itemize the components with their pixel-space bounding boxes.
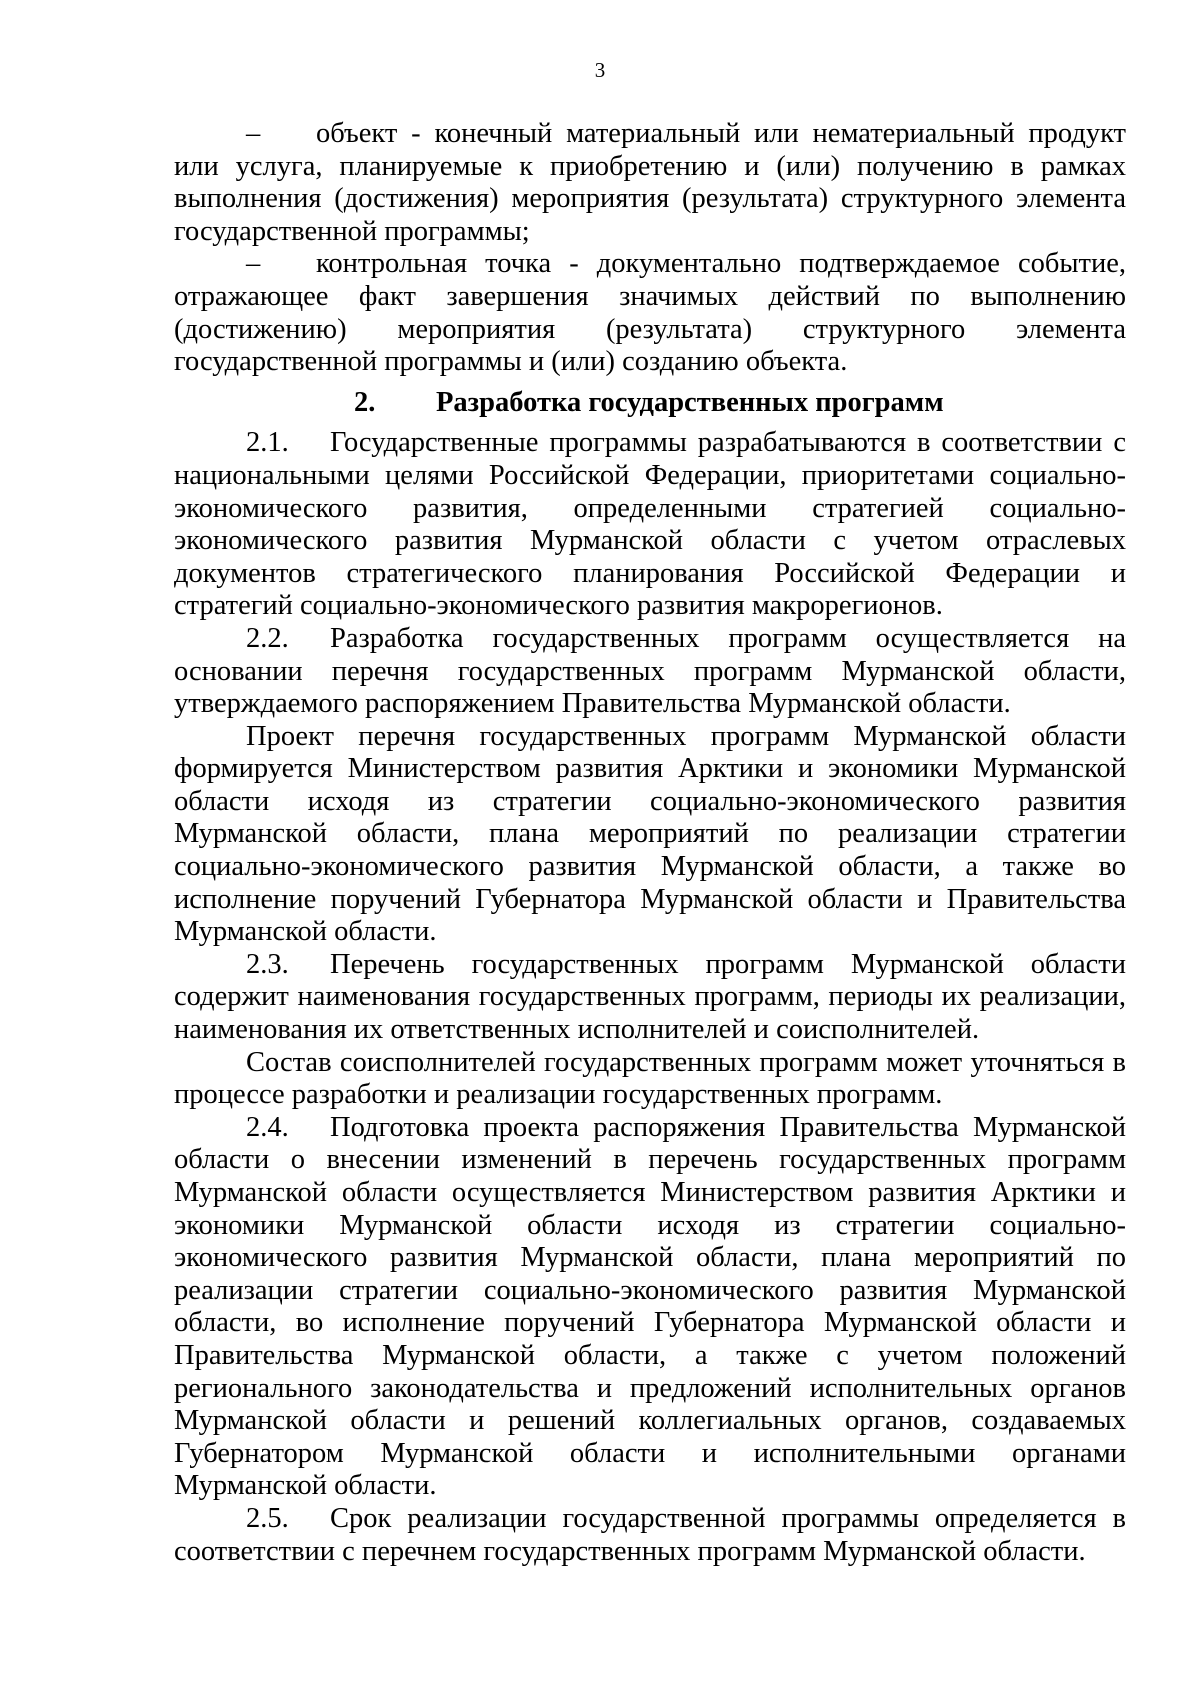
document-body bbox=[174, 118, 1126, 1568]
section-heading bbox=[174, 387, 1126, 420]
paragraph-2-4 bbox=[174, 1112, 1126, 1503]
paragraph-2-2 bbox=[174, 623, 1126, 721]
dash-marker: – bbox=[246, 118, 261, 149]
paragraph-text: Проект перечня государственных программ Мурманской области формируется Министерством развития Арктики и экономики Мурманской области исходя из стратегии социально-экономического развития Мурманской области, плана мероприятий по реализации стратегии социально-экономического развития Мурманской области, а также во исполнение поручений Губернатора Мурманской области и Правительства Мурманской области. bbox=[174, 720, 1126, 948]
page-number: 3 bbox=[594, 58, 606, 82]
paragraph-2-3-continued bbox=[174, 1047, 1126, 1112]
clause-number: 2.5. bbox=[246, 1502, 289, 1534]
clause-number: 2.3. bbox=[246, 948, 289, 980]
definition-item-object bbox=[174, 118, 1126, 248]
section-number: 2. bbox=[354, 386, 376, 418]
definition-item-control-point bbox=[174, 248, 1126, 378]
clause-number: 2.1. bbox=[246, 427, 289, 459]
paragraph-2-2-continued bbox=[174, 721, 1126, 949]
paragraph-text: Перечень государственных программ Мурманской области содержит наименования государственных программ, периоды их реализации, наименования их ответственных исполнителей и соисполнителей. bbox=[174, 948, 1126, 1046]
paragraph-text: Подготовка проекта распоряжения Правительства Мурманской области о внесении изменений в перечень государственных программ Мурманской области осуществляется Министерством развития Арктики и экономики Мурманской области исходя из стратегии социально-экономического развития Мурманской области, плана мероприятий по реализации стратегии социально-экономического развития Мурманской области, во исполнение поручений Губернатора Мурманской области и Правительства Мурманской области, а также с учетом положений регионального законодательства и предложений исполнительных органов Мурманской области и решений коллегиальных органов, создаваемых Губернатором Мурманской области и исполнительными органами Мурманской области. bbox=[174, 1111, 1126, 1502]
section-title: Разработка государственных программ bbox=[436, 386, 944, 418]
paragraph-2-5 bbox=[174, 1503, 1126, 1568]
dash-marker: – bbox=[246, 248, 261, 280]
paragraph-2-3 bbox=[174, 949, 1126, 1047]
paragraph-2-1 bbox=[174, 427, 1126, 623]
clause-number: 2.4. bbox=[246, 1111, 289, 1143]
paragraph-text: Состав соисполнителей государственных программ может уточняться в процессе разработки и реализации государственных программ. bbox=[174, 1046, 1126, 1111]
definition-text: контрольная точка - документально подтверждаемое событие, отражающее факт завершения значимых действий по выполнению (достижению) мероприятия (результата) структурного элемента государственной программы и (или) созданию объекта. bbox=[174, 248, 1126, 378]
clause-number: 2.2. bbox=[246, 622, 289, 654]
paragraph-text: Срок реализации государственной программы определяется в соответствии с перечнем государственных программ Мурманской области. bbox=[174, 1502, 1126, 1567]
paragraph-text: Государственные программы разрабатываются в соответствии с национальными целями Российской Федерации, приоритетами социально-экономического развития, определенными стратегией социально-экономического развития Мурманской области с учетом отраслевых документов стратегического планирования Российской Федерации и стратегий социально-экономического развития макрорегионов. bbox=[174, 427, 1126, 622]
definition-text: объект - конечный материальный или нематериальный продукт или услуга, планируемые к приобретению и (или) получению в рамках выполнения (достижения) мероприятия (результата) структурного элемента государственной программы; bbox=[174, 118, 1126, 247]
paragraph-text: Разработка государственных программ осуществляется на основании перечня государственных программ Мурманской области, утверждаемого распоряжением Правительства Мурманской области. bbox=[174, 622, 1126, 720]
